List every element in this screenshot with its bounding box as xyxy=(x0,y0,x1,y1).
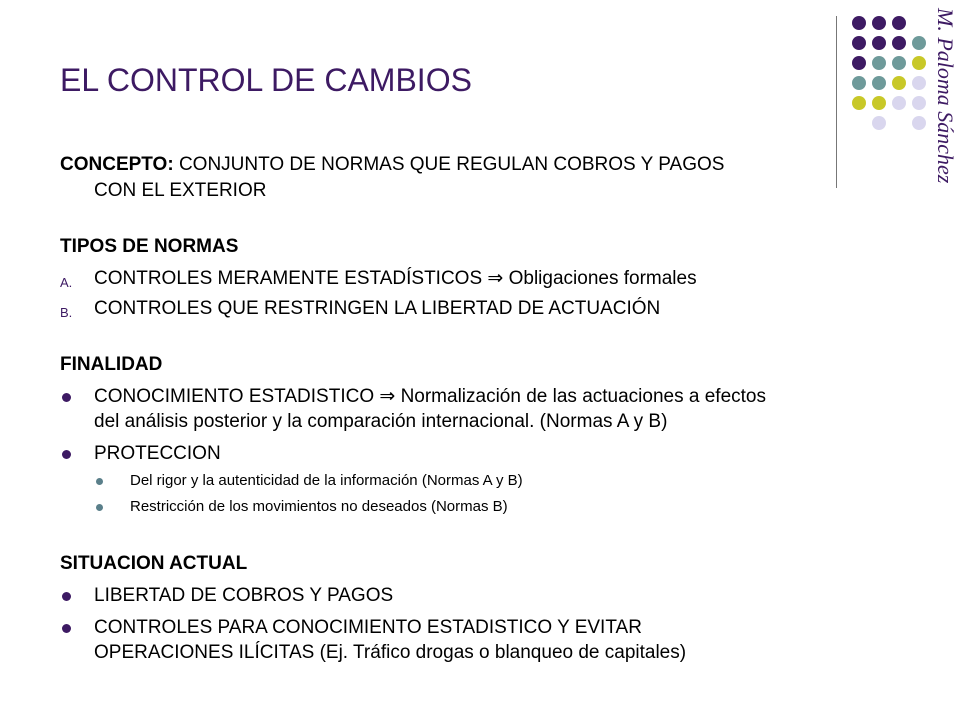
decorative-dot xyxy=(872,16,886,30)
decorative-dot xyxy=(892,16,906,30)
decorative-dot xyxy=(912,96,926,110)
decorative-dot xyxy=(852,96,866,110)
situacion-item-1: LIBERTAD DE COBROS Y PAGOS xyxy=(94,585,394,606)
slide-title: EL CONTROL DE CAMBIOS xyxy=(60,62,472,98)
concepto-text: CONJUNTO DE NORMAS QUE REGULAN COBROS Y PAGOS xyxy=(173,154,725,175)
bullet-dot xyxy=(62,624,71,633)
bullet-dot xyxy=(62,592,71,601)
finalidad-subitem-2: Restricción de los movimientos no deseados (Normas B) xyxy=(130,498,508,515)
finalidad-item-1-line-1: CONOCIMIENTO ESTADISTICO ⇒ Normalización de las actuaciones a efectos xyxy=(94,386,766,407)
author-signature: M. Paloma Sánchez xyxy=(933,8,958,184)
decorative-dot xyxy=(912,36,926,50)
situacion-heading: SITUACION ACTUAL xyxy=(60,553,248,574)
decorative-dot xyxy=(852,76,866,90)
bullet-dot xyxy=(62,450,71,459)
situacion-item-2-line-1: CONTROLES PARA CONOCIMIENTO ESTADISTICO Y EVITAR xyxy=(94,617,642,638)
finalidad-item-1-line-2: del análisis posterior y la comparación internacional. (Normas A y B) xyxy=(94,411,668,432)
decorative-dot xyxy=(872,76,886,90)
decorative-dot xyxy=(872,56,886,70)
tipos-heading: TIPOS DE NORMAS xyxy=(60,236,239,257)
finalidad-item-2: PROTECCION xyxy=(94,443,221,464)
decorative-dot xyxy=(912,76,926,90)
finalidad-subitem-1: Del rigor y la autenticidad de la información (Normas A y B) xyxy=(130,472,523,489)
tipos-letter-b: B. xyxy=(60,305,73,320)
decorative-dot xyxy=(912,56,926,70)
finalidad-heading: FINALIDAD xyxy=(60,354,163,375)
decorative-dot xyxy=(872,36,886,50)
bullet-dot xyxy=(62,393,71,402)
decorative-dot xyxy=(852,16,866,30)
decorative-dot xyxy=(872,116,886,130)
decorative-dot xyxy=(852,56,866,70)
tipos-item-a: CONTROLES MERAMENTE ESTADÍSTICOS ⇒ Obligaciones formales xyxy=(94,268,697,289)
decorative-divider xyxy=(836,16,837,188)
sub-bullet-dot xyxy=(96,504,103,511)
concepto-line-2: CON EL EXTERIOR xyxy=(94,180,267,201)
decorative-dot xyxy=(912,116,926,130)
decorative-dot xyxy=(892,96,906,110)
decorative-dot xyxy=(892,36,906,50)
concepto-line-1 xyxy=(60,154,724,176)
sub-bullet-dot xyxy=(96,478,103,485)
decorative-dot xyxy=(892,76,906,90)
decorative-dot xyxy=(872,96,886,110)
concepto-label: CONCEPTO: xyxy=(60,154,174,175)
situacion-item-2-line-2: OPERACIONES ILÍCITAS (Ej. Tráfico drogas o blanqueo de capitales) xyxy=(94,642,687,663)
tipos-letter-a: A. xyxy=(60,275,73,290)
tipos-item-b: CONTROLES QUE RESTRINGEN LA LIBERTAD DE ACTUACIÓN xyxy=(94,298,661,319)
decorative-dot xyxy=(892,56,906,70)
decorative-dot xyxy=(852,36,866,50)
